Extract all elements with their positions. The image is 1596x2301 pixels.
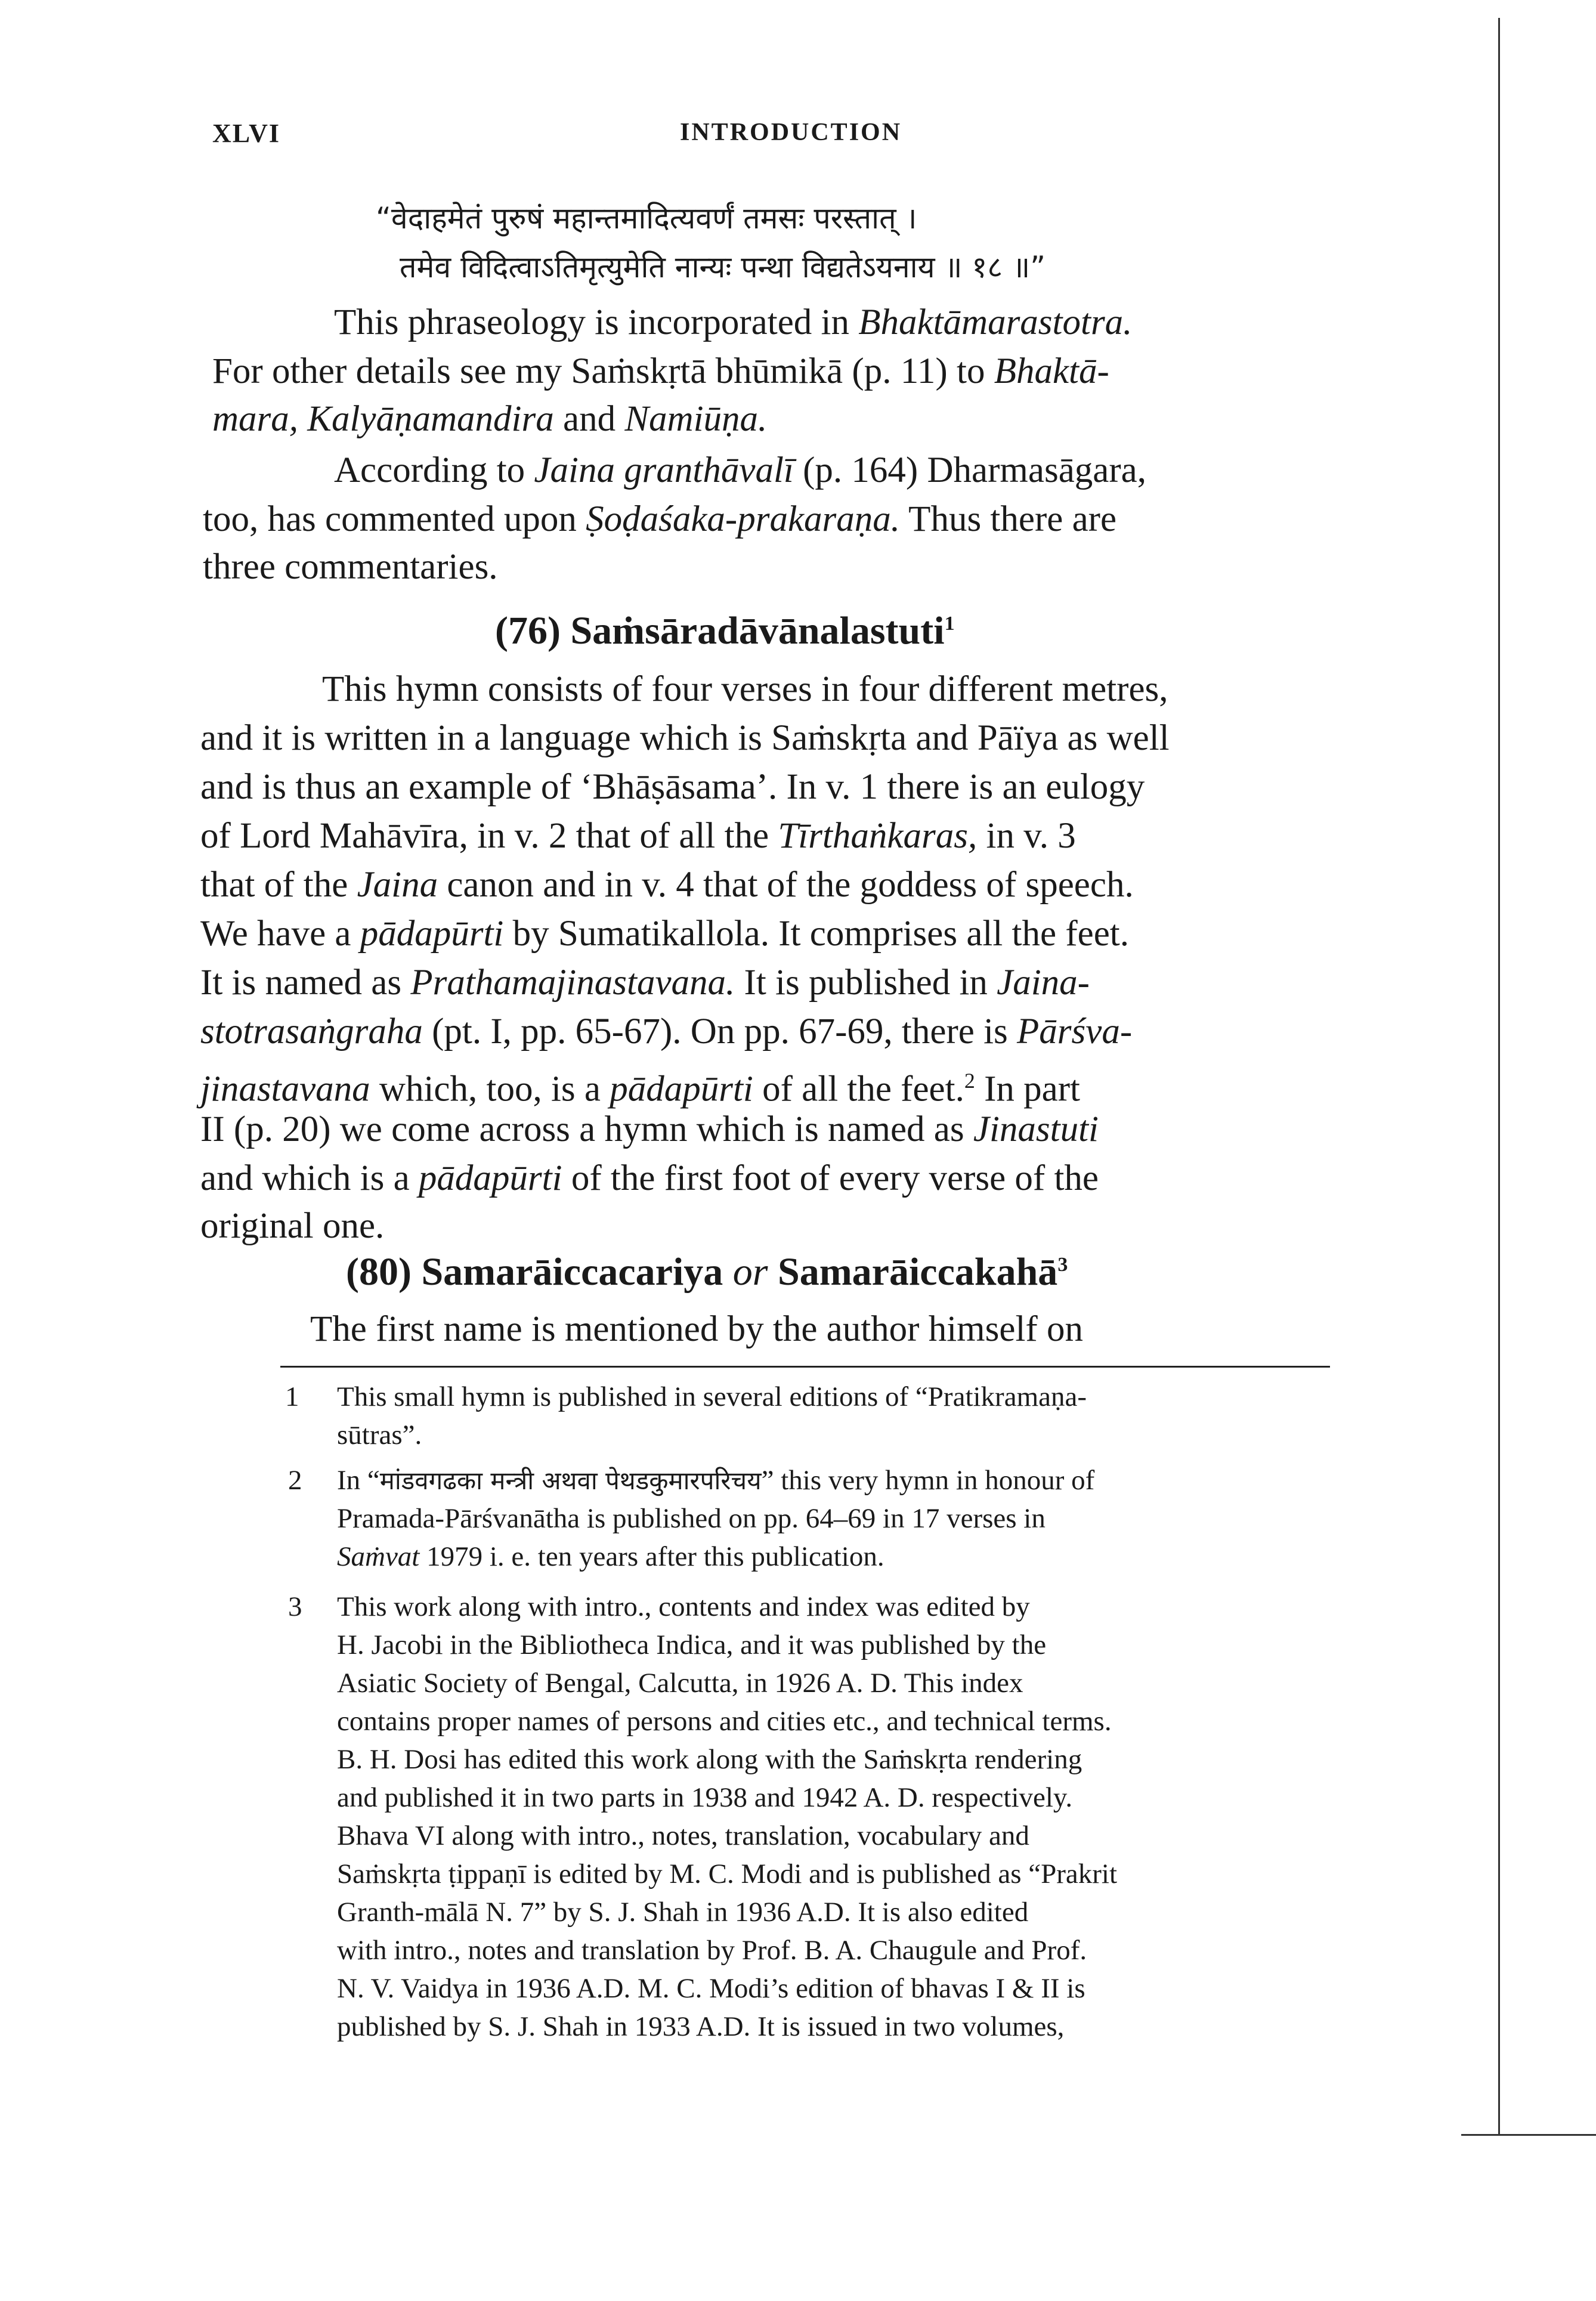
scan-edge-line xyxy=(1498,18,1500,2135)
s76-line-4: of Lord Mahāvīra, in v. 2 that of all the Tīrthaṅkaras, in v. 3 xyxy=(200,816,1076,856)
footnote-3-line-2: H. Jacobi in the Bibliotheca Indica, and it was published by the xyxy=(337,1629,1047,1660)
footnote-3-line-12: published by S. J. Shah in 1933 A.D. It is issued in two volumes, xyxy=(337,2011,1065,2042)
para1-line-2: For other details see my Saṁskṛtā bhūmikā (p. 11) to Bhaktā- xyxy=(212,351,1109,391)
s76-line-1: This hymn consists of four verses in four different metres, xyxy=(322,669,1168,709)
verse-line-2: तमेव विदित्वाऽतिमृत्युमेति नान्यः पन्था विद्यतेऽयनाय ॥ १८ ॥” xyxy=(400,250,1046,284)
s76-line-5: that of the Jaina canon and in v. 4 that of the goddess of speech. xyxy=(200,865,1134,905)
para2-line-2: too, has commented upon Ṣoḍaśaka-prakaraṇa. Thus there are xyxy=(203,499,1117,539)
para1-line-3: mara, Kalyāṇamandira and Namiūṇa. xyxy=(212,399,768,439)
page-number: XLVI xyxy=(212,119,280,148)
footnote-3-line-6: and published it in two parts in 1938 and 1942 A. D. respectively. xyxy=(337,1782,1073,1813)
s76-line-10: II (p. 20) we come across a hymn which is named as Jinastuti xyxy=(200,1109,1099,1149)
s76-line-6: We have a pādapūrti by Sumatikallola. It comprises all the feet. xyxy=(200,914,1129,954)
s76-line-2: and it is written in a language which is Saṁskṛta and Pāïya as well xyxy=(200,718,1170,758)
section-76-heading: (76) Saṁsāradāvānalastuti$^1$ xyxy=(495,609,955,652)
footnote-rule xyxy=(280,1366,1330,1368)
footnote-3-line-5: B. H. Dosi has edited this work along with the Saṁskṛta rendering xyxy=(337,1744,1082,1775)
s76-line-8: stotrasaṅgraha (pt. I, pp. 65-67). On pp. 67-69, there is Pārśva- xyxy=(200,1012,1133,1051)
s76-line-3: and is thus an example of ‘Bhāṣāsama’. In v. 1 there is an eulogy xyxy=(200,767,1145,807)
s76-line-11: and which is a pādapūrti of the first foot of every verse of the xyxy=(200,1158,1099,1198)
footnote-2-line-2: Pramada-Pārśvanātha is published on pp. 64–69 in 17 verses in xyxy=(337,1503,1046,1534)
footnote-3-line-3: Asiatic Society of Bengal, Calcutta, in 1926 A. D. This index xyxy=(337,1668,1023,1699)
footnote-3-line-4: contains proper names of persons and cities etc., and technical terms. xyxy=(337,1706,1112,1737)
footnote-3-line-11: N. V. Vaidya in 1936 A.D. M. C. Modi’s edition of bhavas I & II is xyxy=(337,1973,1085,2004)
footnote-3-line-9: Granth-mālā N. 7” by S. J. Shah in 1936 A.D. It is also edited xyxy=(337,1897,1029,1928)
verse-line-1: “वेदाहमेतं पुरुषं महान्तमादित्यवर्णं तमसः परस्तात् । xyxy=(376,201,917,236)
para2-line-1: According to Jaina granthāvalī (p. 164) Dharmasāgara, xyxy=(334,450,1146,490)
footnote-3-line-1: This work along with intro., contents and index was edited by xyxy=(337,1591,1030,1622)
footnote-1-line-1: This small hymn is published in several editions of “Pratikramaṇa- xyxy=(337,1381,1087,1412)
footnote-2-line-1: In “मांडवगढका मन्त्री अथवा पेथडकुमारपरिचय” this very hymn in honour of xyxy=(337,1465,1095,1496)
footnote-3-number: 3 xyxy=(288,1591,302,1622)
s80-line-1: The first name is mentioned by the author himself on xyxy=(310,1309,1083,1349)
para2-line-3: three commentaries. xyxy=(203,547,498,587)
running-head: INTRODUCTION xyxy=(680,119,902,146)
footnote-2-number: 2 xyxy=(288,1465,302,1496)
footnote-3-line-10: with intro., notes and translation by Prof. B. A. Chaugule and Prof. xyxy=(337,1935,1087,1966)
section-80-heading: (80) Samarāiccacariya or Samarāiccakahā$^3$ xyxy=(346,1250,1068,1294)
s76-line-9: jinastavana which, too, is a pādapūrti of all the feet.$^2$ In part xyxy=(200,1069,1080,1109)
para1-line-1: This phraseology is incorporated in Bhaktāmarastotra. xyxy=(334,302,1133,342)
footnote-3-line-7: Bhava VI along with intro., notes, translation, vocabulary and xyxy=(337,1820,1029,1851)
footnote-1-number: 1 xyxy=(285,1381,299,1412)
s76-line-7: It is named as Prathamajinastavana. It is published in Jaina- xyxy=(200,963,1090,1003)
footnote-1-line-2: sūtras”. xyxy=(337,1419,422,1451)
s76-line-12: original one. xyxy=(200,1206,385,1246)
footnote-2-line-3: Saṁvat 1979 i. e. ten years after this publication. xyxy=(337,1541,884,1572)
footnote-3-line-8: Saṁskṛta ṭippaṇī is edited by M. C. Modi and is published as “Prakrit xyxy=(337,1858,1118,1889)
scan-edge-foot xyxy=(1461,2134,1596,2136)
